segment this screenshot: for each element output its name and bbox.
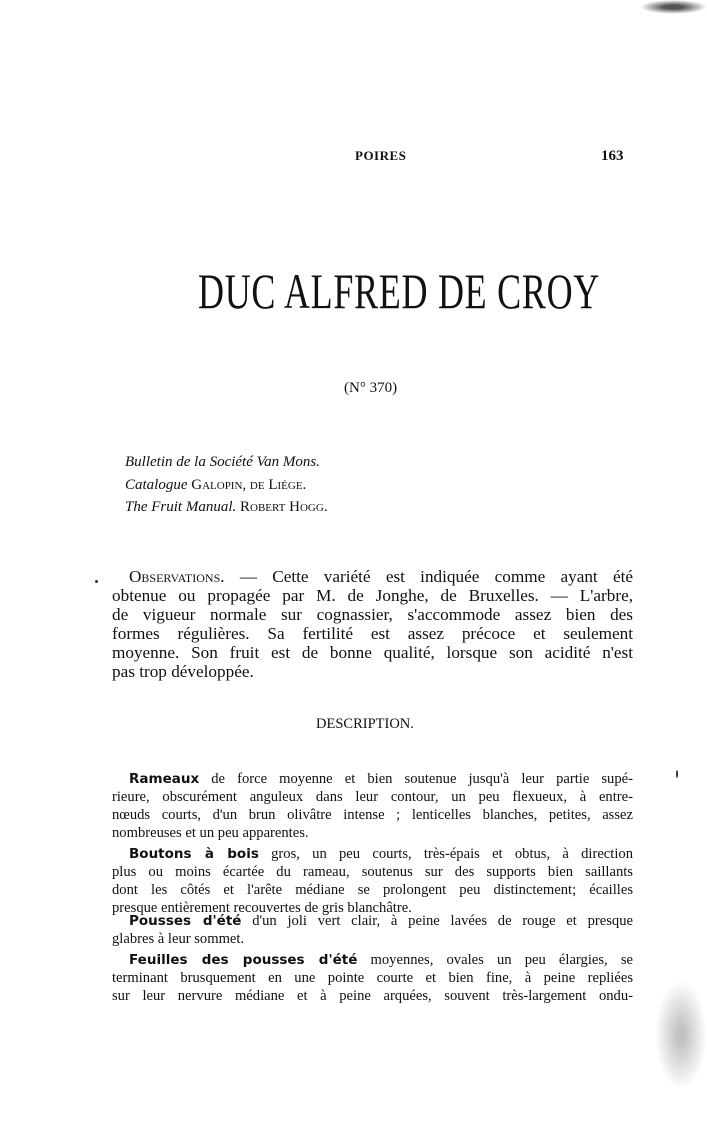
term: Boutons à bois: [129, 846, 259, 862]
variety-number: (N° 370): [344, 380, 398, 396]
text-line: pas trop développée.: [112, 662, 254, 681]
citation: [125, 477, 306, 494]
page-title: [198, 262, 601, 320]
text-line: [112, 567, 633, 586]
text-line: [112, 951, 633, 969]
text-line: [112, 912, 633, 930]
citation: [125, 499, 328, 516]
citation-roman: Galopin, de Liége.: [191, 477, 307, 493]
citation-italic: Catalogue: [125, 477, 192, 493]
text-line: plus ou moins écartée du rameau, soutenus sur des supports bien saillants: [112, 864, 633, 880]
text-line: [112, 770, 633, 788]
text-line: [112, 845, 633, 863]
citation-italic: The Fruit Manual.: [125, 499, 240, 515]
text-line: terminant brusquement en une pointe courte et bien fine, à peine repliées: [112, 970, 633, 986]
term: Pousses d'été: [129, 913, 242, 929]
scan-speckle: [640, 0, 707, 14]
text-line: nœuds courts, d'un brun olivâtre intense ; lenticelles blanches, petites, assez: [112, 807, 633, 823]
citation-roman: Robert Hogg.: [240, 499, 328, 515]
text-line: de vigueur normale sur cognassier, s'accommode assez bien des: [112, 605, 633, 624]
running-title: POIRES: [355, 148, 407, 163]
text-line: dont les côtés et l'arête médiane se prolongent peu distinctement; écailles: [112, 882, 633, 898]
text-line: obtenue ou propagée par M. de Jonghe, de Bruxelles. — L'arbre,: [112, 586, 633, 605]
citation: [125, 454, 320, 471]
citation-italic: Bulletin de la Société Van Mons.: [125, 454, 320, 470]
text-line: sur leur nervure médiane et à peine arquées, souvent très-largement ondu-: [112, 988, 633, 1004]
text-span: gros, un peu courts, très-épais et obtus, à direction: [258, 846, 633, 862]
scan-speckle: [95, 580, 98, 583]
text-span: de force moyenne et bien soutenue jusqu'à leur partie supé-: [199, 771, 633, 787]
observations-label: Observations.: [129, 567, 225, 586]
scan-speckle: [655, 980, 707, 1090]
text-line: glabres à leur sommet.: [112, 931, 245, 947]
term: Rameaux: [129, 771, 200, 787]
page-title-text: DUC ALFRED DE CROY: [198, 263, 601, 319]
page-number: 163: [601, 148, 624, 164]
text-line: nombreuses et un peu apparentes.: [112, 825, 309, 841]
text-line: rieure, obscurément anguleux dans leur contour, un peu flexueux, à entre-: [112, 789, 633, 805]
text-line: moyenne. Son fruit est de bonne qualité, lorsque son acidité n'est: [112, 643, 633, 662]
text-line: presque entièrement recouvertes de gris blanchâtre.: [112, 900, 412, 916]
text-span: — Cette variété est indiquée comme ayant été: [224, 567, 633, 586]
text-line: formes régulières. Sa fertilité est assez précoce et seulement: [112, 624, 633, 643]
description-heading: DESCRIPTION.: [316, 716, 414, 732]
scan-speckle: [676, 770, 678, 778]
term: Feuilles des pousses d'été: [129, 952, 358, 968]
text-span: d'un joli vert clair, à peine lavées de rouge et presque: [241, 913, 633, 929]
text-span: moyennes, ovales un peu élargies, se: [357, 952, 633, 968]
